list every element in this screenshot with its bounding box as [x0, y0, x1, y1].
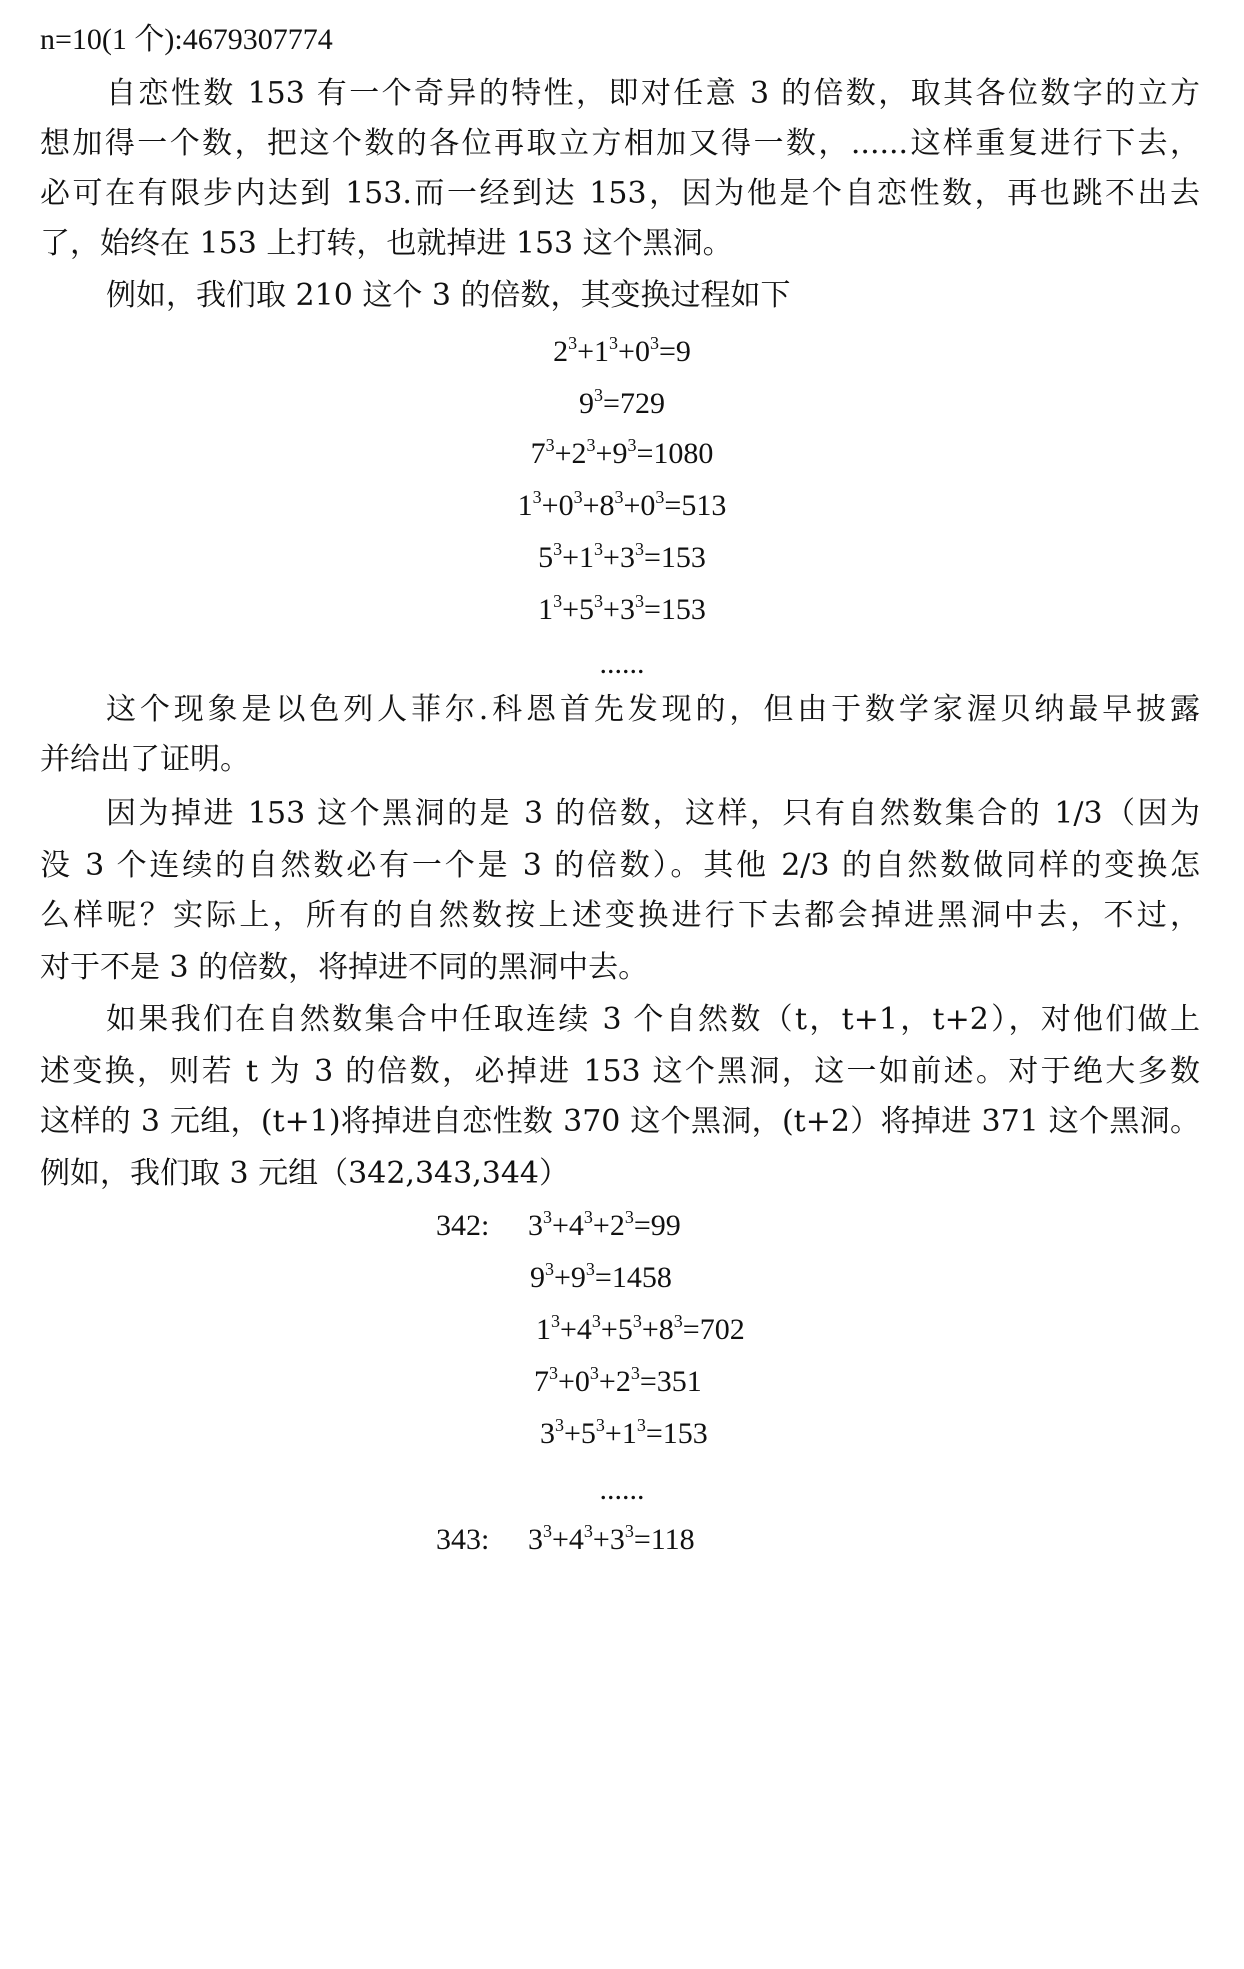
- operator: +: [554, 1261, 571, 1294]
- digit: 1: [517, 489, 533, 522]
- digit: 1: [621, 1417, 637, 1450]
- operator: +: [604, 1417, 622, 1450]
- result: 9: [675, 335, 691, 368]
- operator: +: [541, 489, 559, 522]
- text-line: 想加得一个数，把这个数的各位再取立方相加又得一数，......这样重复进行下去，: [40, 126, 1200, 161]
- exponent: 3: [591, 1311, 601, 1331]
- digit: 1: [536, 1313, 551, 1346]
- digit: 0: [558, 489, 574, 522]
- digit: 5: [617, 1313, 633, 1346]
- exponent: 3: [573, 487, 583, 507]
- exponent: 3: [594, 591, 604, 611]
- result: 513: [681, 489, 727, 522]
- operator: +: [562, 541, 580, 574]
- equals-sign: =: [639, 1365, 657, 1398]
- exponent: 3: [545, 435, 555, 455]
- equals-sign: =: [664, 489, 682, 522]
- operator: +: [600, 1313, 618, 1346]
- operator: +: [582, 489, 600, 522]
- operator: +: [554, 437, 572, 470]
- equals-sign: =: [633, 1209, 651, 1242]
- operator: +: [595, 437, 613, 470]
- text-line: 么样呢？实际上，所有的自然数按上述变换进行下去都会掉进黑洞中去，不过，: [40, 898, 1200, 933]
- exponent: 3: [649, 333, 659, 353]
- cube-sum-equation: [540, 1414, 708, 1454]
- operator: +: [558, 1365, 575, 1398]
- exponent: 3: [624, 1521, 634, 1541]
- operator: +: [598, 1365, 616, 1398]
- exponent: 3: [636, 1415, 646, 1435]
- text-line: 必可在有限步内达到 153.而一经到达 153，因为他是个自恋性数，再也跳不出去: [40, 176, 1200, 211]
- exponent: 3: [595, 1415, 605, 1435]
- ellipsis: ......: [599, 647, 645, 680]
- n10-result-line: n=10(1 个):4679307774: [40, 23, 333, 56]
- exponent: 3: [655, 487, 665, 507]
- exponent: 3: [532, 487, 542, 507]
- exponent: 3: [634, 591, 644, 611]
- equals-sign: =: [645, 1417, 663, 1450]
- text-line: 对于不是 3 的倍数，将掉进不同的黑洞中去。: [40, 950, 649, 985]
- result: 153: [660, 541, 706, 574]
- result: 153: [662, 1417, 708, 1450]
- cube-sum-equation: [0, 538, 1244, 578]
- exponent: 3: [594, 539, 604, 559]
- equals-sign: =: [682, 1313, 700, 1346]
- cube-sum-equation: [0, 486, 1244, 526]
- exponent: 3: [545, 1259, 554, 1279]
- digit: 5: [579, 593, 595, 626]
- cube-sum-equation: [528, 1206, 681, 1246]
- cube-sum-equation: [536, 1310, 745, 1350]
- exponent: 3: [627, 435, 637, 455]
- label-342: 342:: [436, 1209, 490, 1242]
- text-line: 例如，我们取 3 元组（342,343,344）: [40, 1156, 570, 1191]
- digit: 1: [579, 541, 595, 574]
- equals-sign: =: [643, 593, 661, 626]
- operator: +: [603, 541, 620, 574]
- digit: 2: [609, 1209, 625, 1242]
- operator: +: [552, 1523, 569, 1556]
- digit: 5: [580, 1417, 596, 1450]
- digit: 2: [615, 1365, 631, 1398]
- exponent: 3: [585, 1259, 595, 1279]
- digit: 0: [640, 489, 656, 522]
- digit: 1: [594, 335, 610, 368]
- exponent: 3: [551, 1311, 560, 1331]
- operator: +: [577, 335, 595, 368]
- cube-sum-equation: [0, 332, 1244, 372]
- text-line: 这样的 3 元组，(t+1)将掉进自恋性数 370 这个黑洞，(t+2）将掉进 371 这个黑洞。: [40, 1104, 1200, 1139]
- operator: +: [592, 1209, 610, 1242]
- result: 1458: [611, 1261, 672, 1294]
- digit: 5: [538, 541, 554, 574]
- exponent: 3: [634, 539, 644, 559]
- digit: 3: [528, 1209, 543, 1242]
- text-line: 自恋性数 153 有一个奇异的特性，即对任意 3 的倍数，取其各位数字的立方: [106, 76, 1200, 111]
- operator: +: [564, 1417, 581, 1450]
- exponent: 3: [583, 1521, 593, 1541]
- text-line: 了，始终在 153 上打转，也就掉进 153 这个黑洞。: [40, 226, 733, 261]
- result: 153: [660, 593, 706, 626]
- cube-sum-equation: [530, 1258, 672, 1298]
- result: 351: [656, 1365, 702, 1398]
- text-line: 如果我们在自然数集合中任取连续 3 个自然数（t，t+1，t+2），对他们做上: [106, 1002, 1200, 1037]
- exponent: 3: [673, 1311, 683, 1331]
- operator: +: [623, 489, 641, 522]
- digit: 3: [619, 541, 635, 574]
- equals-sign: =: [633, 1523, 651, 1556]
- operator: +: [592, 1523, 610, 1556]
- digit: 4: [568, 1523, 584, 1556]
- ellipsis: ......: [599, 1473, 645, 1506]
- operator: +: [603, 593, 620, 626]
- digit: 4: [576, 1313, 592, 1346]
- exponent: 3: [589, 1363, 599, 1383]
- digit: 3: [540, 1417, 555, 1450]
- digit: 4: [568, 1209, 584, 1242]
- result: 702: [699, 1313, 745, 1346]
- digit: 0: [574, 1365, 590, 1398]
- digit: 7: [534, 1365, 549, 1398]
- exponent: 3: [543, 1521, 552, 1541]
- equals-sign: =: [658, 335, 676, 368]
- digit: 2: [553, 335, 569, 368]
- text-line: 并给出了证明。: [40, 742, 250, 777]
- cube-sum-equation: [0, 384, 1244, 424]
- exponent: 3: [553, 539, 563, 559]
- equals-sign: =: [643, 541, 661, 574]
- digit: 2: [571, 437, 587, 470]
- exponent: 3: [543, 1207, 552, 1227]
- example-210-intro: 例如，我们取 210 这个 3 的倍数，其变换过程如下: [106, 278, 791, 313]
- exponent: 3: [632, 1311, 642, 1331]
- exponent: 3: [583, 1207, 593, 1227]
- exponent: 3: [555, 1415, 564, 1435]
- cube-sum-equation: [0, 434, 1244, 474]
- cube-sum-equation: [534, 1362, 702, 1402]
- exponent: 3: [586, 435, 596, 455]
- exponent: 3: [609, 333, 619, 353]
- digit: 3: [609, 1523, 625, 1556]
- exponent: 3: [568, 333, 578, 353]
- text-line: 因为掉进 153 这个黑洞的是 3 的倍数，这样，只有自然数集合的 1/3（因为: [106, 796, 1200, 831]
- digit: 0: [634, 335, 650, 368]
- result: 1080: [653, 437, 714, 470]
- equals-sign: =: [603, 387, 620, 420]
- exponent: 3: [630, 1363, 640, 1383]
- digit: 9: [612, 437, 628, 470]
- equals-sign: =: [636, 437, 654, 470]
- digit: 9: [570, 1261, 586, 1294]
- digit: 9: [579, 387, 595, 420]
- result: 118: [650, 1523, 695, 1556]
- text-line: 述变换，则若 t 为 3 的倍数，必掉进 153 这个黑洞，这一如前述。对于绝大多数: [40, 1054, 1200, 1089]
- digit: 7: [530, 437, 546, 470]
- digit: 9: [530, 1261, 545, 1294]
- text-line: 没 3 个连续的自然数必有一个是 3 的倍数）。其他 2/3 的自然数做同样的变换怎: [40, 848, 1200, 883]
- exponent: 3: [614, 487, 624, 507]
- operator: +: [618, 335, 635, 368]
- exponent: 3: [553, 591, 563, 611]
- label-343: 343:: [436, 1523, 490, 1556]
- digit: 8: [658, 1313, 674, 1346]
- digit: 8: [599, 489, 615, 522]
- cube-sum-equation: [528, 1520, 695, 1560]
- cube-sum-equation: [0, 590, 1244, 630]
- exponent: 3: [549, 1363, 558, 1383]
- text-line: 这个现象是以色列人菲尔.科恩首先发现的，但由于数学家渥贝纳最早披露: [106, 692, 1200, 727]
- result: 99: [650, 1209, 681, 1242]
- exponent: 3: [624, 1207, 634, 1227]
- operator: +: [641, 1313, 659, 1346]
- operator: +: [562, 593, 580, 626]
- operator: +: [560, 1313, 577, 1346]
- equals-sign: =: [594, 1261, 612, 1294]
- digit: 1: [538, 593, 554, 626]
- exponent: 3: [594, 385, 604, 405]
- result: 729: [619, 387, 665, 420]
- digit: 3: [619, 593, 635, 626]
- operator: +: [552, 1209, 569, 1242]
- digit: 3: [528, 1523, 543, 1556]
